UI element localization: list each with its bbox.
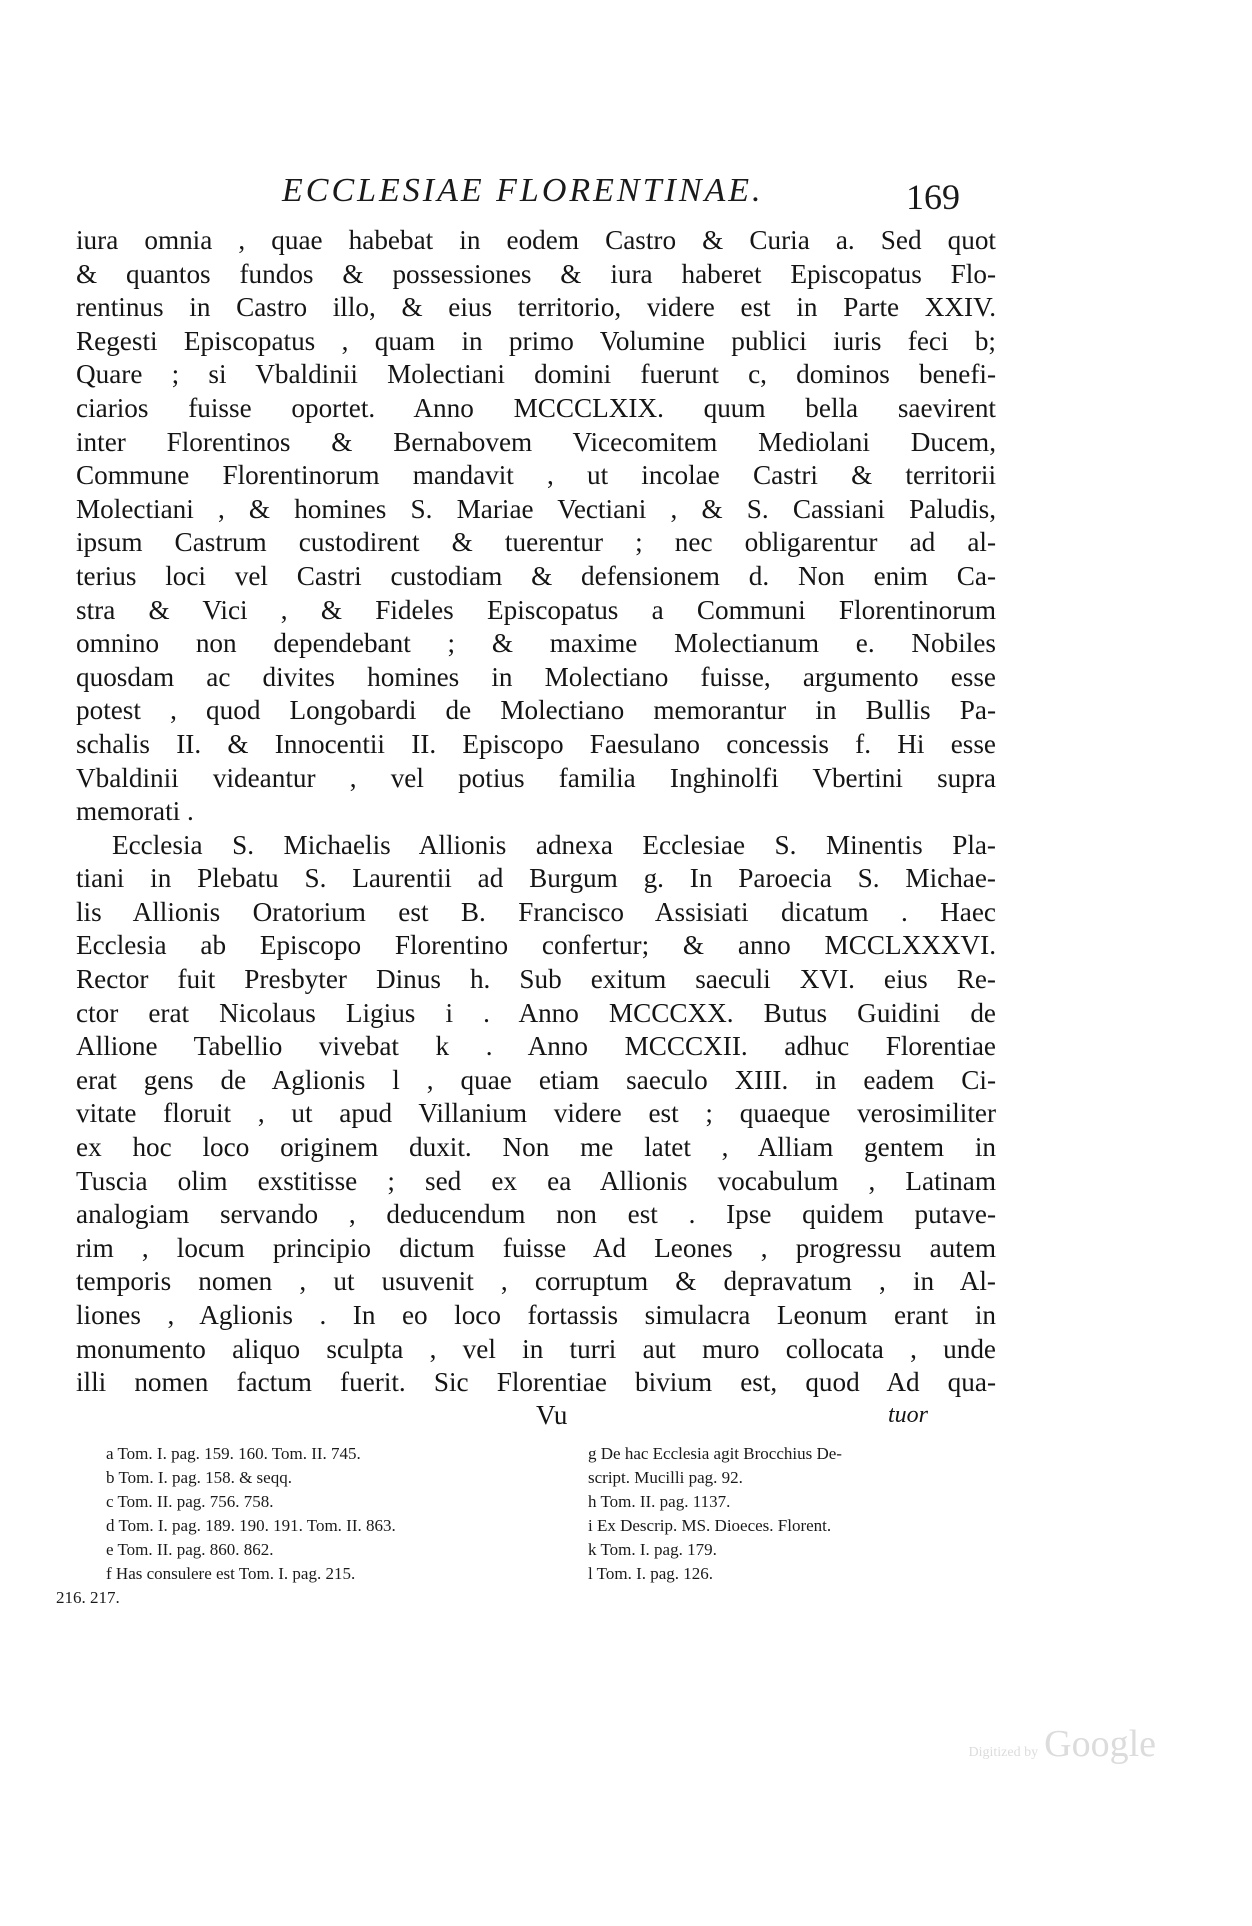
text-line: Vbaldinii videantur , vel potius familia Inghinolfi Vbertini supra	[76, 762, 996, 793]
footnote: f Has consulere est Tom. I. pag. 215.	[106, 1564, 356, 1583]
catchword-row	[0, 1400, 1000, 1434]
text-line: ex hoc loco originem duxit. Non me latet , Alliam gentem in	[76, 1132, 996, 1163]
text-line: Allione Tabellio vivebat k . Anno MCCCXII. adhuc Florentiae	[76, 1031, 996, 1062]
footnotes-left-column	[106, 1442, 526, 1586]
footnote: c Tom. II. pag. 756. 758.	[106, 1492, 274, 1511]
footnote-continuation: 216. 217.	[56, 1588, 120, 1607]
text-line: Regesti Episcopatus , quam in primo Volumine publici iuris feci b;	[76, 325, 996, 356]
text-line: Commune Florentinorum mandavit , ut incolae Castri & territorii	[76, 460, 996, 491]
footnote: d Tom. I. pag. 189. 190. 191. Tom. II. 863.	[106, 1516, 396, 1535]
text-line: terius loci vel Castri custodiam & defensionem d. Non enim Ca-	[76, 560, 996, 591]
text-line: ctor erat Nicolaus Ligius i . Anno MCCCXX. Butus Guidini de	[76, 997, 996, 1028]
footnote: script. Mucilli pag. 92.	[588, 1468, 743, 1487]
running-title: ECCLESIAE FLORENTINAE.	[282, 172, 764, 209]
text-line: liones , Aglionis . In eo loco fortassis simulacra Leonum erant in	[76, 1300, 996, 1330]
text-line: illi nomen factum fuerit. Sic Florentiae bivium est, quod Ad qua-	[76, 1367, 996, 1398]
text-line: rentinus in Castro illo, & eius territorio, videre est in Parte XXIV.	[76, 292, 996, 323]
footnote: e Tom. II. pag. 860. 862.	[106, 1540, 274, 1559]
text-line: potest , quod Longobardi de Molectiano memorantur in Bullis Pa-	[76, 695, 996, 726]
watermark-prefix: Digitized by	[968, 1745, 1039, 1760]
text-line: Molectiani , & homines S. Mariae Vectiani , & S. Cassiani Paludis,	[76, 493, 996, 524]
watermark-brand: Google	[1044, 1723, 1156, 1765]
text-line: lis Allionis Oratorium est B. Francisco Assisiati dicatum . Haec	[76, 896, 996, 927]
main-text	[76, 224, 996, 1400]
footnote: b Tom. I. pag. 158. & seqq.	[106, 1468, 292, 1487]
text-line: schalis II. & Innocentii II. Episcopo Faesulano concessis f. Hi esse	[76, 728, 996, 759]
digitization-watermark	[969, 1722, 1156, 1766]
catchword: tuor	[888, 1402, 929, 1428]
text-line: ciarios fuisse oportet. Anno MCCCLXIX. quum bella saevirent	[76, 392, 996, 423]
text-line: Ecclesia S. Michaelis Allionis adnexa Ecclesiae S. Minentis Pla-	[112, 829, 996, 860]
footnotes-right-column	[588, 1442, 1008, 1586]
text-line: inter Florentinos & Bernabovem Vicecomitem Mediolani Ducem,	[76, 426, 996, 457]
text-line: Tuscia olim exstitisse ; sed ex ea Allionis vocabulum , Latinam	[76, 1165, 996, 1196]
text-line: erat gens de Aglionis l , quae etiam saeculo XIII. in eadem Ci-	[76, 1064, 996, 1095]
page-number: 169	[906, 177, 960, 217]
text-line: stra & Vici , & Fideles Episcopatus a Communi Florentinorum	[76, 594, 996, 625]
text-line: rim , locum principio dictum fuisse Ad Leones , progressu autem	[76, 1232, 996, 1263]
signature-mark: Vu	[536, 1400, 568, 1430]
text-line: omnino non dependebant ; & maxime Molectianum e. Nobiles	[76, 628, 996, 659]
text-line: temporis nomen , ut usuvenit , corruptum & depravatum , in Al-	[76, 1266, 996, 1297]
text-line: analogiam servando , deducendum non est . Ipse quidem putave-	[76, 1199, 996, 1230]
footnote: g De hac Ecclesia agit Brocchius De-	[588, 1444, 842, 1463]
text-line: Rector fuit Presbyter Dinus h. Sub exitum saeculi XVI. eius Re-	[76, 964, 996, 995]
text-line: monumento aliquo sculpta , vel in turri aut muro collocata , unde	[76, 1333, 996, 1364]
footnote: i Ex Descrip. MS. Dioeces. Florent.	[588, 1516, 832, 1535]
text-line: vitate floruit , ut apud Villanium videre est ; quaeque verosimiliter	[76, 1098, 996, 1129]
text-line: iura omnia , quae habebat in eodem Castro & Curia a. Sed quot	[76, 225, 996, 255]
footnote: l Tom. I. pag. 126.	[588, 1564, 714, 1583]
text-line: ipsum Castrum custodirent & tuerentur ; nec obligarentur ad al-	[76, 527, 996, 558]
text-line: & quantos fundos & possessiones & iura haberet Episcopatus Flo-	[76, 258, 996, 289]
text-line: Quare ; si Vbaldinii Molectiani domini fuerunt c, dominos benefi-	[76, 359, 996, 390]
footnote: h Tom. II. pag. 1137.	[588, 1492, 731, 1511]
text-line: quosdam ac divites homines in Molectiano fuisse, argumento esse	[76, 661, 996, 692]
page-header	[270, 168, 960, 222]
text-line: Ecclesia ab Episcopo Florentino confertur; & anno MCCLXXXVI.	[76, 930, 996, 961]
text-line: tiani in Plebatu S. Laurentii ad Burgum g. In Paroecia S. Michae-	[76, 863, 996, 894]
footnote: k Tom. I. pag. 179.	[588, 1540, 717, 1559]
text-line: memorati .	[76, 796, 194, 827]
footnote: a Tom. I. pag. 159. 160. Tom. II. 745.	[106, 1444, 361, 1463]
